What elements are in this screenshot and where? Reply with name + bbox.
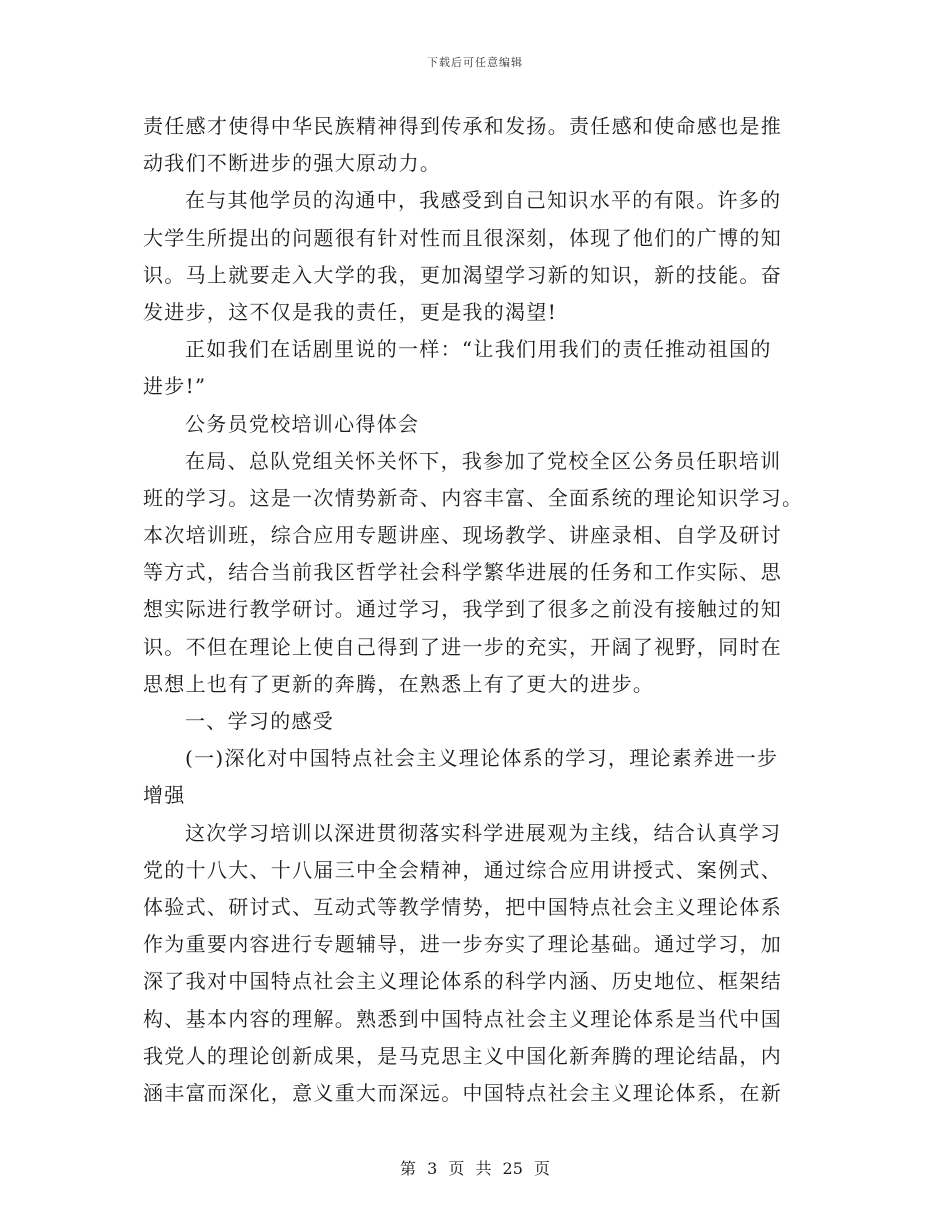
text-line: 思想上也有了更新的奔腾，在熟悉上有了更大的进步。: [143, 671, 655, 696]
text-line: 班的学习。这是一次情势新奇、内容丰富、全面系统的理论知识学习。: [143, 485, 804, 510]
text-line: 涵丰富而深化，意义重大而深远。中国特点社会主义理论体系，在新: [143, 1080, 782, 1105]
text-line: 发进步，这不仅是我的责任，更是我的渴望!: [143, 299, 558, 324]
text-line: 作为重要内容进行专题辅导，进一步夯实了理论基础。通过学习，加: [143, 932, 782, 957]
text-line: 想实际进行教学研讨。通过学习，我学到了很多之前没有接触过的知: [143, 597, 782, 622]
text-line: 等方式，结合当前我区哲学社会科学繁华进展的任务和工作实际、思: [143, 560, 782, 585]
text-line: 责任感才使得中华民族精神得到传承和发扬。责任感和使命感也是推: [143, 114, 782, 138]
text-line: 识。不但在理论上使自己得到了进一步的充实，开阔了视野，同时在: [143, 634, 782, 659]
text-line: 党的十八大、十八届三中全会精神，通过综合应用讲授式、案例式、: [143, 857, 782, 882]
text-line: (一)深化对中国特点社会主义理论体系的学习，理论素养进一步: [185, 746, 779, 771]
text-line: 增强: [143, 783, 186, 808]
text-line: 大学生所提出的问题很有针对性而且很深刻，体现了他们的广博的知: [143, 225, 782, 250]
text-line: 一、学习的感受: [185, 709, 335, 733]
text-line: 构、基本内容的理解。熟悉到中国特点社会主义理论体系是当代中国: [143, 1006, 782, 1031]
text-line: 这次学习培训以深进贯彻落实科学进展观为主线，结合认真学习: [185, 820, 782, 845]
document-body: [143, 108, 808, 1112]
text-line: 进步!”: [143, 374, 207, 399]
text-line: 公务员党校培训心得体会: [185, 411, 420, 436]
text-line: 识。马上就要走入大学的我，更加渴望学习新的知识，新的技能。奋: [143, 262, 782, 287]
text-line: 在局、总队党组关怀关怀下，我参加了党校全区公务员任职培训: [185, 448, 782, 473]
text-line: 正如我们在话剧里说的一样：“让我们用我们的责任推动祖国的: [185, 337, 772, 362]
text-line: 在与其他学员的沟通中，我感受到自己知识水平的有限。许多的: [185, 188, 782, 213]
text-line: 本次培训班，综合应用专题讲座、现场教学、讲座录相、自学及研讨: [143, 523, 782, 548]
page-header: 下载后可任意编辑: [427, 56, 523, 69]
page-number: 第 3 页 共 25 页: [400, 1159, 550, 1178]
text-line: 动我们不断进步的强大原动力。: [143, 151, 442, 176]
text-line: 我党人的理论创新成果，是马克思主义中国化新奔腾的理论结晶，内: [143, 1043, 782, 1068]
text-line: 深了我对中国特点社会主义理论体系的科学内涵、历史地位、框架结: [143, 969, 782, 994]
text-line: 体验式、研讨式、互动式等教学情势，把中国特点社会主义理论体系: [143, 894, 782, 919]
